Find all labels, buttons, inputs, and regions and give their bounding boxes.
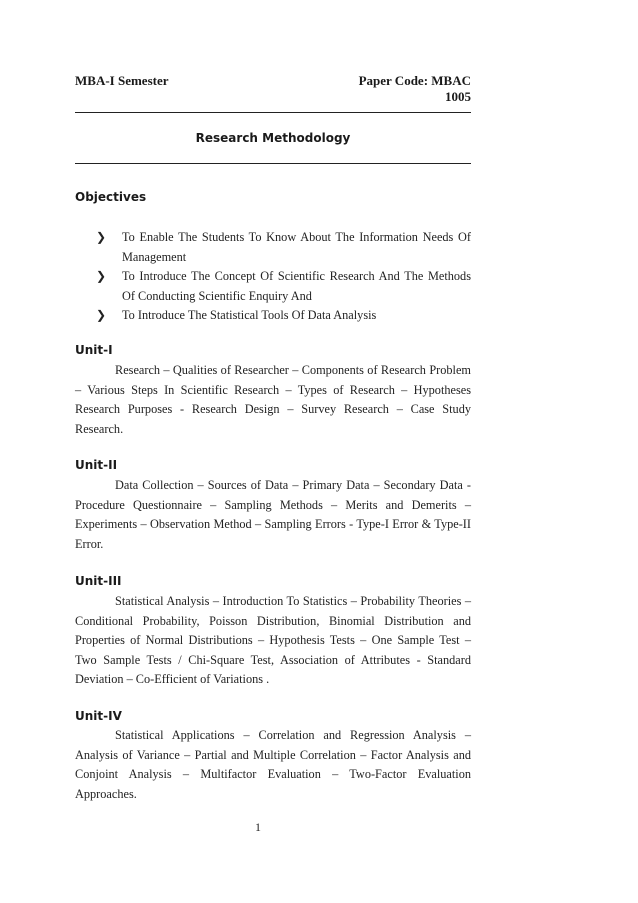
unit-i-text: Research – Qualities of Researcher – Components of Research Problem – Various Steps In Scientific Research – Types of Research – Hypotheses Research Purposes - Research Design – Survey Research – Case Study Research. (75, 363, 471, 436)
unit-iv-text: Statistical Applications – Correlation and Regression Analysis – Analysis of Variance – Partial and Multiple Correlation – Factor Analysis and Conjoint Analysis – Multifactor Evaluation – Two-Factor Evaluation Approaches. (75, 728, 471, 801)
objectives-heading: Objectives (75, 190, 147, 204)
objective-item (92, 306, 471, 326)
unit-iv-heading: Unit-IV (75, 709, 122, 723)
objective-item (92, 228, 471, 267)
chevron-right-icon: ❯ (96, 269, 107, 283)
chevron-right-icon: ❯ (96, 230, 107, 244)
objective-text: To Introduce The Concept Of Scientific Research And The Methods Of Conducting Scientific Enquiry And (122, 269, 471, 303)
objective-text: To Enable The Students To Know About The Information Needs Of Management (122, 230, 471, 264)
unit-i-heading: Unit-I (75, 343, 113, 357)
objective-item (92, 267, 471, 306)
page-number: 1 (255, 820, 261, 834)
bottom-rule (75, 163, 471, 164)
semester-label: MBA-I Semester (75, 73, 169, 88)
unit-ii-heading: Unit-II (75, 458, 118, 472)
unit-iii-heading: Unit-III (75, 574, 122, 588)
unit-iii-text: Statistical Analysis – Introduction To Statistics – Probability Theories – Conditional Probability, Poisson Distribution, Binomial Distribution and Properties of Normal Distributions – Hypothesis Tests – One Sample Test – Two Sample Tests / Chi-Square Test, Association of Attributes - Standard Deviation – Co-Efficient of Variations . (75, 594, 471, 687)
top-rule (75, 112, 471, 113)
objective-text: To Introduce The Statistical Tools Of Data Analysis (122, 308, 377, 322)
unit-ii-text: Data Collection – Sources of Data – Primary Data – Secondary Data - Procedure Questionnaire – Sampling Methods – Merits and Demerits – Experiments – Observation Method – Sampling Errors - Type-I Error & Type-II Error. (75, 478, 471, 551)
chevron-right-icon: ❯ (96, 308, 107, 322)
objectives-list (92, 228, 471, 326)
document-title: Research Methodology (195, 131, 351, 145)
paper-code-label: Paper Code: MBAC 1005 (358, 73, 471, 104)
